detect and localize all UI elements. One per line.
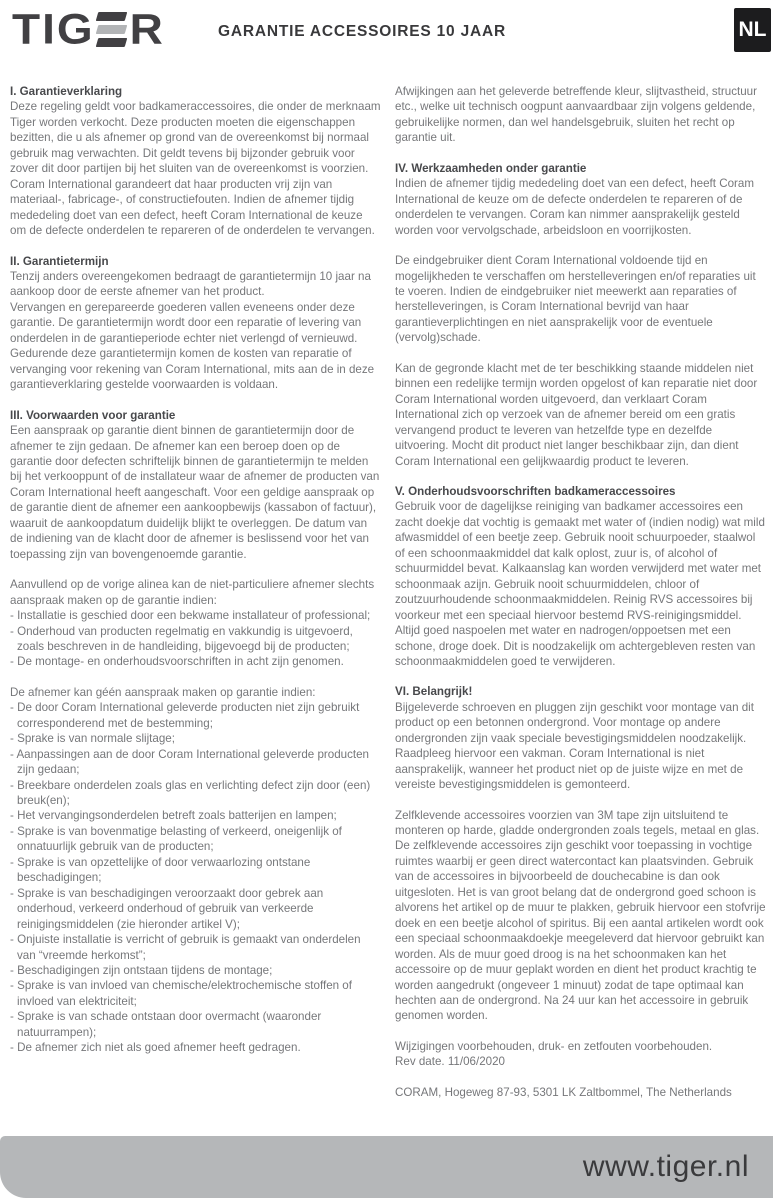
bullet-list — [10, 608, 381, 670]
language-badge: NL — [734, 8, 771, 52]
bullet-item: - Het vervangingsonderdelen betreft zoals batterijen en lampen; — [10, 809, 337, 823]
paragraph: Afwijkingen aan het geleverde betreffende kleur, slijtvastheid, structuur etc., welke uit technisch oogpunt aanvaardbaar zijn volgens geldende, gebruikelijke normen, dan wel handelsgebruik, sluiten het recht op garantie uit. — [395, 85, 757, 145]
paragraph: Tenzij anders overeengekomen bedraagt de garantietermijn 10 jaar na aankoop door de eerste afnemer van het product. — [10, 269, 371, 299]
bullet-item: - Aanpassingen aan de door Coram International geleverde producten zijn gedaan; — [10, 747, 370, 777]
website-url: www.tiger.nl — [582, 1150, 749, 1183]
section-title: III. Voorwaarden voor garantie — [10, 408, 176, 422]
bullet-item: - Sprake is van bovenmatige belasting of verkeerd, oneigenlijk of onnatuurlijk gebruik van de producten; — [10, 824, 342, 854]
paragraph-group — [395, 1039, 766, 1070]
paragraph: Bijgeleverde schroeven en pluggen zijn geschikt voor montage van dit product op een betonnen ondergrond. Voor montage op andere ondergronden zijn vaak speciale bevestigingsmiddelen noodzakelijk. Raadpleeg hiervoor een vakman. Coram International is niet aansprakelijk, wanneer het product niet op de juiste wijze en met de vereiste bevestigingsmiddelen is gemonteerd. — [395, 700, 754, 792]
paragraph: Zelfklevende accessoires voorzien van 3M tape zijn uitsluitend te monteren op harde, gladde ondergronden zoals tegels, metaal en glas. De zelfklevende accessoires zijn geschikt voor toepassing in vochtige ruimtes waarbij er geen direct watercontact kan plaatsvinden. Gebruik van de accessoires in bijvoorbeeld de douchecabine is dan ook uitgesloten. Het is van groot belang dat de ondergrond goed schoon is alvorens het artikel op de muur te plakken, gebruik hiervoor een stofvrije doek en een beetje alcohol of spiritus. Bij een aantal artikelen wordt ook een speciaal schoonmaakdoekje meegeleverd dat hiervoor gebruikt kan worden. Als de muur goed droog is na het schoonmaken kan het accessoire op de muur geplakt worden en dient het product krachtig te worden aangedrukt (ongeveer 1 minuut) zodat de tape optimaal kan hechten aan de ondergrond. Na 24 uur kan het accessoire in gebruik genomen worden. — [395, 808, 766, 1023]
bullet-item: - Sprake is van opzettelijke of door verwaarlozing ontstane beschadigingen; — [10, 855, 311, 885]
bullet-item: - Sprake is van beschadigingen veroorzaakt door gebrek aan onderhoud, verkeerd onderhoud of gebruik van verkeerde reinigingsmiddelen (zie hieronder artikel V); — [10, 886, 324, 931]
section-title: II. Garantietermijn — [10, 254, 109, 268]
paragraph-group — [10, 269, 381, 393]
document-section — [395, 84, 766, 146]
document-section — [395, 161, 766, 469]
document-section — [395, 1039, 766, 1100]
document-section — [10, 84, 381, 239]
bullet-item: - Onjuiste installatie is verricht of gebruik is gemaakt van onderdelen van “vreemde herkomst”; — [10, 933, 361, 962]
paragraph: De afnemer kan géén aanspraak maken op garantie indien: — [10, 685, 316, 699]
bullet-item: - De door Coram International geleverde producten niet zijn gebruikt corresponderend met de bestemming; — [10, 701, 360, 730]
paragraph: Vervangen en gerepareerde goederen vallen eveneens onder deze garantie. De garantietermijn wordt door een reparatie of levering van onderdelen in de garantieperiode echter niet verlengd of vernieuwd. — [10, 300, 362, 345]
paragraph: Aanvullend op de vorige alinea kan de niet-particuliere afnemer slechts aanspraak maken op de garantie indien: — [10, 578, 375, 607]
bullet-item: - De montage- en onderhoudsvoorschriften in acht zijn genomen. — [10, 655, 344, 669]
bullet-item: - Installatie is geschied door een bekwame installateur of professional; — [10, 609, 371, 623]
bullet-list — [10, 700, 381, 1055]
document-section — [395, 684, 766, 1024]
bullet-item: - Beschadigingen zijn ontstaan tijdens de montage; — [10, 964, 273, 978]
section-title: I. Garantieverklaring — [10, 85, 123, 98]
document-section — [10, 408, 381, 1056]
paragraph: Gebruik voor de dagelijkse reiniging van badkamer accessoires een zacht doekje dat vochtig is gemaakt met water of (indien nodig) wat mild afwasmiddel of een beetje zeep. Gebruik nooit schuurpoeder, staalwol of een schoonmaakmiddel dat kalk oplost, zuur is, of alcohol of schuurmiddel bevat. Kalkaanslag kan worden verwijderd met water met schoonmaak azijn. Gebruik nooit schuurmiddelen, chloor of zoutzuurhoudende schoonmaakmiddelen. Reinig RVS accessoires bij voorkeur met een speciaal hiervoor bestemd RVS-reinigingsmiddel. Altijd goed naspoelen met water en nadrogen/oppoetsen met een schone, droge doek. Dit is noodzakelijk om achtergebleven resten van schoonmaakmiddelen goed te verwijderen. — [395, 500, 765, 668]
paragraph: Indien de afnemer tijdig mededeling doet van een defect, heeft Coram International de keuze om de defecte onderdelen te repareren of de onderdelen te vervangen. Coram kan nimmer aansprakelijk gesteld worden voor vervolgschade, arbeidsloon en voorrijkosten. — [395, 177, 754, 237]
bullet-item: - Onderhoud van producten regelmatig en vakkundig is uitgevoerd, zoals beschreven in de handleiding, bijgevoegd bij de producten; — [10, 624, 353, 653]
logo-text-tig: TIG — [12, 5, 95, 53]
paragraph: CORAM, Hogeweg 87-93, 5301 LK Zaltbommel, The Netherlands — [395, 1085, 732, 1099]
document-header — [0, 0, 773, 82]
paragraph: Wijzigingen voorbehouden, druk- en zetfouten voorbehouden. — [395, 1039, 713, 1053]
logo-text-r: R — [129, 5, 165, 53]
paragraph: De eindgebruiker dient Coram International voldoende tijd en mogelijkheden te verschaffen om herstelleveringen en/of reparaties uit te voeren. Indien de eindgebruiker niet meewerkt aan reparaties of herstelleveringen, is Coram International bevrijd van haar garantieverplichtingen en niet aansprakelijk voor de eventuele (vervolg)schade. — [395, 254, 756, 345]
footer-bar — [0, 1136, 773, 1198]
document-section — [10, 254, 381, 393]
paragraph: Deze regeling geldt voor badkameraccessoires, die onder de merknaam Tiger worden verkocht. Deze producten moeten die eigenschappen bezitten, die u als afnemer op grond van de overeenkomst bij normaal gebruik mag verwachten. Dit geldt tevens bij bijzonder gebruik voor zover dit door partijen bij het sluiten van de overeenkomst is voorzien. Coram International garandeert dat haar producten vrij zijn van materiaal-, fabricage-, of constructiefouten. Indien de afnemer tijdig mededeling doet van een defect, heeft Coram International de keuze om de defecte onderdelen te repareren of de onderdelen te vervangen. — [10, 100, 381, 238]
bullet-item: - Sprake is van schade ontstaan door overmacht (waaronder natuurrampen); — [10, 1010, 322, 1039]
paragraph: Een aanspraak op garantie dient binnen de garantietermijn door de afnemer te zijn gedaan. De afnemer kan een beroep doen op de garantie door defecten schriftelijk binnen de garantietermijn te melden bij het verkooppunt of de installateur waar de afnemer de producten van Coram International heeft aangeschaft. Voor een geldige aanspraak op de garantie dient de afnemer een aankoopbewijs (kassabon of factuur), waaruit de aankoopdatum duidelijk blijkt te overleggen. De datum van de indiening van de klacht door de afnemer is beslissend voor het van toepassing zijn van bovengenoemde garantie. — [10, 424, 380, 561]
paragraph: Gedurende deze garantietermijn komen de kosten van reparatie of vervanging voor rekening van Coram International, mits aan de in deze garantieverklaring gestelde voorwaarden is voldaan. — [10, 347, 375, 392]
left-column — [10, 84, 381, 1132]
right-column — [395, 84, 766, 1132]
bullet-item: - Breekbare onderdelen zoals glas en verlichting defect zijn door (een) breuk(en); — [10, 778, 371, 808]
section-title: V. Onderhoudsvoorschriften badkameraccessoires — [395, 484, 676, 498]
document-body — [10, 84, 766, 1132]
section-title: VI. Belangrijk! — [395, 685, 473, 699]
bullet-item: - Sprake is van invloed van chemische/elektrochemische stoffen of invloed van elektriciteit; — [10, 979, 352, 1008]
paragraph: Rev date. 11/06/2020 — [395, 1055, 506, 1069]
bullet-item: - Sprake is van normale slijtage; — [10, 732, 175, 746]
page-title: GARANTIE ACCESSOIRES 10 JAAR — [218, 23, 506, 40]
paragraph: Kan de gegronde klacht met de ter beschikking staande middelen niet binnen een redelijke termijn worden opgelost of kan reparatie niet door Coram International worden uitgevoerd, dan verklaart Coram International zich op verzoek van de afnemer bereid om een gratis vervangend product te leveren van hetzelfde type en dezelfde uitvoering. Mocht dit product niet langer beschikbaar zijn, dan dient Coram International een gelijkwaardig product te leveren. — [395, 361, 758, 468]
section-title: IV. Werkzaamheden onder garantie — [395, 161, 587, 175]
logo-e-bar-top — [95, 12, 127, 21]
document-section — [395, 484, 766, 669]
bullet-item: - De afnemer zich niet als goed afnemer heeft gedragen. — [10, 1041, 301, 1055]
